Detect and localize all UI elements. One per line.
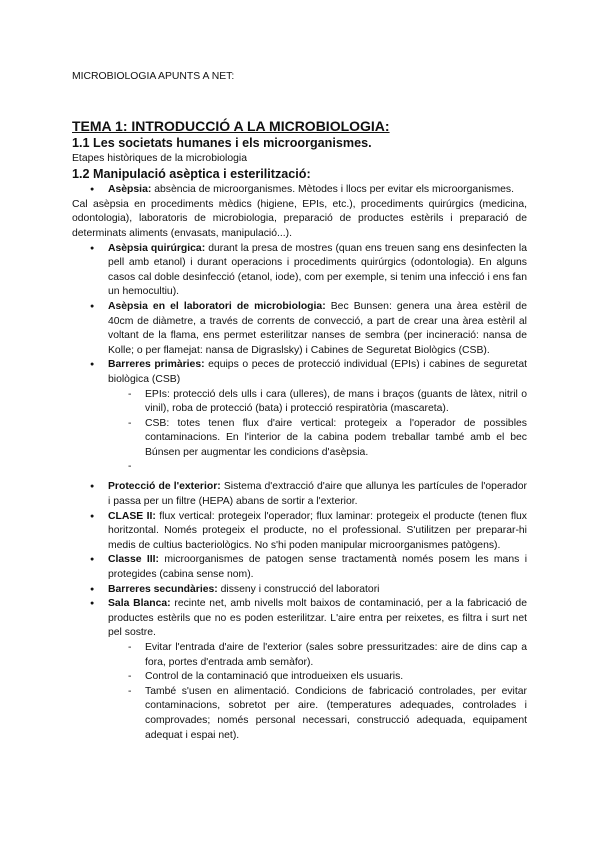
- term: Asèpsia:: [108, 184, 152, 196]
- definition: disseny i construcció del laboratori: [217, 583, 380, 595]
- list-item: [72, 553, 527, 582]
- definition: absència de microorganismes. Mètodes i llocs per evitar els microorganismes.: [151, 184, 514, 196]
- document-page: [72, 70, 527, 743]
- list-item: [72, 358, 527, 480]
- term: Barreres primàries:: [108, 359, 205, 371]
- list-item: [72, 300, 527, 358]
- term: Asèpsia quirúrgica:: [108, 242, 206, 254]
- section-heading-1-1: 1.1 Les societats humanes i els microorganismes.: [72, 135, 372, 150]
- dash-list: [108, 388, 527, 481]
- dash-item: - EPIs: protecció dels ulls i cara (ulleres), de mans i braços (guants de làtex, nitril o vinil), roba de protecció (bata) i protecció respiratòria (mascareta).: [108, 388, 527, 417]
- definition: durant la presa de mostres (quan ens treuen sang ens desinfecten la pell amb etanol) i durant operacions i procediments quirúrgics (odontologia). En alguns casos cal doble desinfecció (etanol, iode), com per exemple, si tenim una infecció i ens fan un hemocultiu).: [108, 242, 528, 298]
- dash-item: - CSB: totes tenen flux d'aire vertical: protegeix a l'operador de possibles contaminacions. En l'interior de la cabina podem treballar també amb el bec Búnsen per augmentar les condicions d'asèpsia.: [108, 417, 527, 461]
- paragraph-etapes: Etapes històriques de la microbiologia: [72, 152, 248, 164]
- term: Sala Blanca:: [108, 598, 171, 610]
- list-item: [72, 583, 527, 598]
- term: Asèpsia en el laboratori de microbiologia:: [108, 300, 326, 312]
- dash-item: [108, 460, 527, 480]
- dash-item: - Control de la contaminació que introdueixen els usuaris.: [108, 670, 527, 685]
- term: CLASE II:: [108, 510, 156, 522]
- dash-item: - Evitar l'entrada d'aire de l'exterior (sales sobre pressuritzades: aire de dins cap a fora, portes d'entrada amb semàfor).: [108, 641, 527, 670]
- section-heading-1-2: 1.2 Manipulació asèptica i esterilització:: [72, 167, 311, 182]
- definition: Sistema d'extracció d'aire que allunya les partícules de l'operador i passa per un filtre (HEPA) abans de sortir a l'exterior.: [108, 481, 527, 508]
- term: Protecció de l'exterior:: [108, 481, 221, 493]
- bullet-list: [72, 242, 527, 744]
- list-item: [72, 183, 527, 198]
- paragraph-cal-asepsia: Cal asèpsia en procediments mèdics (higiene, EPIs, etc.), procediments quirúrgics (medicina, odontologia), laboratoris de microbiologia, preparació de productes estèrils i preparació de determinats aliments (envasats, manipulació...).: [72, 198, 527, 239]
- definition: flux vertical: protegeix l'operador; flux laminar: protegeix el producte (tenen flux horitzontal. Només protegeix el producte, no el professional. S'utilitzen per preparar-hi medis de cultius bacteriològics. No s'hi poden manipular microorganismes patògens).: [108, 510, 527, 551]
- dash-list: [108, 641, 527, 743]
- term: Barreres secundàries:: [108, 583, 218, 595]
- list-item: [72, 480, 527, 509]
- document-title: MICROBIOLOGIA APUNTS A NET:: [72, 71, 235, 82]
- asepsia-list: [72, 183, 527, 198]
- definition: microorganismes de patogen sense tractamentà només posem les mans i protegides (cabina sense nom).: [108, 554, 528, 581]
- definition: recinte net, amb nivells molt baixos de contaminació, per a la fabricació de productes estèrils que no es poden esterilitzar. L'aire entra per reixetes, es filtra i surt net pel sostre.: [108, 598, 527, 639]
- definition: Bec Bunsen: genera una àrea estèril de 40cm de diàmetre, a través de corrents de convecció, a part de crear una àrea estèril al voltant de la flama, ens permet esterilitzar nanses de sembra (per incineració: nansa de Kolle; o per flamejat: nansa de Digraslsky) i Cabines de Seguretat Biològics (CSB).: [108, 300, 527, 356]
- chapter-heading: TEMA 1: INTRODUCCIÓ A LA MICROBIOLOGIA:: [72, 117, 390, 134]
- term: Classe III:: [108, 554, 160, 566]
- definition: equips o peces de protecció individual (EPIs) i cabines de seguretat biològica (CSB): [108, 359, 527, 385]
- list-item: [72, 597, 527, 743]
- dash-item: - També s'usen en alimentació. Condicions de fabricació controlades, per evitar contaminacions, sobretot per aire. (temperatures adequades, controlades i comprovades; només personal necessari, construcció adequada, equipament adequat i espai net).: [108, 685, 527, 743]
- list-item: [72, 510, 527, 554]
- list-item: [72, 242, 527, 300]
